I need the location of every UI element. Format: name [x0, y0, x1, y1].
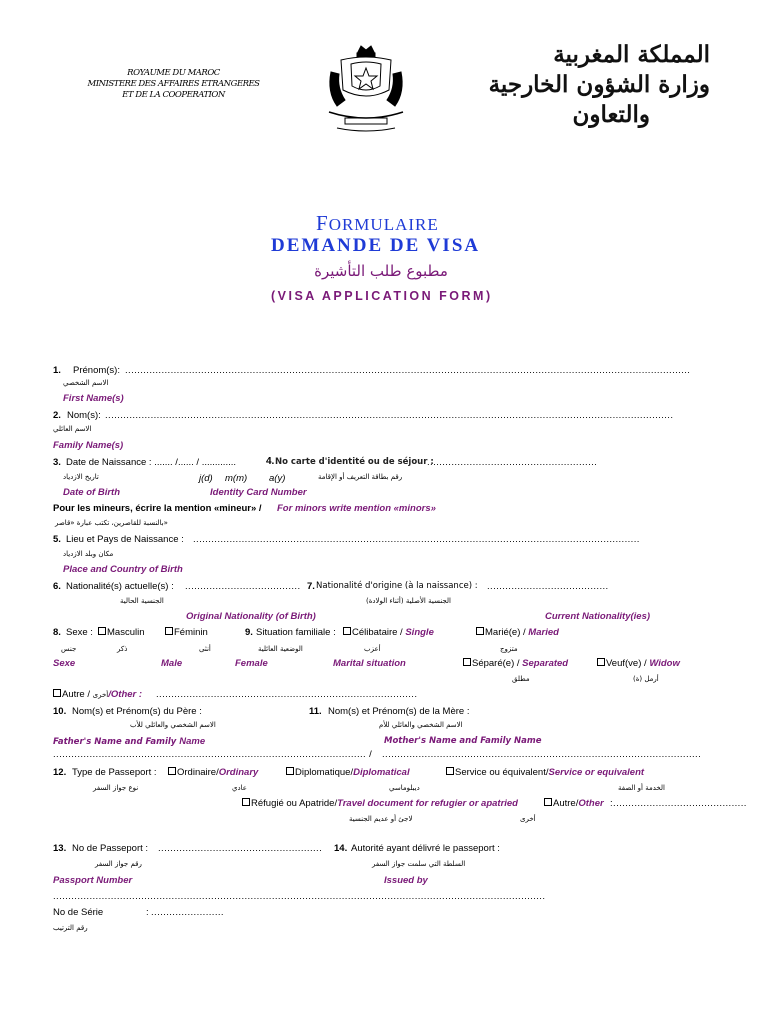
- field2-label: Nom(s):: [67, 410, 101, 421]
- field10-english-part1: Father's Name and Family: [53, 737, 177, 747]
- passport-number-input[interactable]: ......................................................: [158, 843, 323, 854]
- field8-arabic-male: ذكر: [117, 645, 128, 653]
- widow-label-en: Widow: [649, 658, 680, 669]
- field11-number: 11.: [309, 706, 322, 717]
- title-english: (VISA APPLICATION FORM): [271, 289, 493, 303]
- field2-arabic: الاسم العائلي: [53, 425, 92, 433]
- field9-arabic-single: أعزب: [364, 645, 381, 653]
- marital-married-option[interactable]: [476, 627, 559, 638]
- field13-arabic: رقم جواز السفر: [95, 860, 142, 868]
- male-label: Masculin: [107, 627, 145, 638]
- field10-arabic: الاسم الشخصي والعائلي للأب: [130, 721, 216, 729]
- diplomatic-checkbox[interactable]: [286, 767, 294, 775]
- field8-number: 8.: [53, 627, 61, 638]
- first-name-input[interactable]: ..........................................................................................................................................................................................: [125, 365, 691, 376]
- service-checkbox[interactable]: [446, 767, 454, 775]
- field13-label: No de Passeport :: [72, 843, 149, 854]
- female-checkbox[interactable]: [165, 627, 173, 635]
- original-nationality-input[interactable]: ........................................: [487, 581, 609, 592]
- field14-number: 14.: [334, 843, 348, 854]
- field12-arabic: نوع جواز السفر: [93, 784, 139, 792]
- title-formulaire-rest: ORMULAIRE: [328, 215, 439, 234]
- service-label-fr: Service ou équivalent/: [455, 767, 549, 778]
- field7-arabic: الجنسية الأصلية (أثناء الولادة): [366, 597, 451, 605]
- single-checkbox[interactable]: [343, 627, 351, 635]
- field2-number: 2.: [53, 410, 61, 421]
- field9-arabic: الوضعية العائلية: [258, 645, 303, 653]
- field12-label: Type de Passeport :: [72, 767, 157, 778]
- field5-label: Lieu et Pays de Naissance :: [66, 534, 184, 545]
- field13-number: 13.: [53, 843, 67, 854]
- field4-english: Identity Card Number: [210, 487, 307, 498]
- title-formulaire: [316, 211, 439, 236]
- passport-other-checkbox[interactable]: [544, 798, 552, 806]
- field5-english: Place and Country of Birth: [63, 564, 183, 575]
- field3-arabic: تاريخ الازدياد: [63, 473, 99, 481]
- separated-label-fr: Séparé(e) /: [472, 658, 520, 669]
- diplomatic-label-en: Diplomatical: [353, 767, 410, 778]
- day-label: j(d): [199, 473, 213, 484]
- field13-english: Passport Number: [53, 875, 133, 886]
- field11-english: Mother's Name and Family Name: [384, 736, 542, 746]
- field2-english: Family Name(s): [53, 440, 124, 451]
- header-fr-line2: MINISTERE DES AFFAIRES ETRANGERES: [87, 79, 260, 89]
- other-marital-label-ar: أخرى: [92, 691, 109, 699]
- field8-arabic: جنس: [61, 645, 77, 653]
- field4-arabic: رقم بطاقة التعريف أو الإقامة: [318, 473, 403, 481]
- diplomatic-label-fr: Diplomatique/: [295, 767, 354, 778]
- field11-label: Nom(s) et Prénom(s) de la Mère :: [328, 706, 470, 717]
- field4-number: 4.: [266, 456, 275, 467]
- passport-ordinary-option[interactable]: [168, 767, 258, 778]
- other-marital-input[interactable]: ......................................................................................: [156, 689, 418, 700]
- field7-number: 7.: [307, 581, 315, 592]
- title-formulaire-initial: F: [316, 211, 329, 235]
- marital-widow-option[interactable]: [597, 658, 680, 669]
- separated-label-en: Separated: [522, 658, 569, 669]
- family-name-input[interactable]: ...........................................................................................................................................................................................: [105, 410, 674, 421]
- serial-colon: :: [146, 907, 149, 918]
- ordinary-checkbox[interactable]: [168, 767, 176, 775]
- passport-service-option[interactable]: [446, 767, 644, 778]
- field4-label: No carte d'identité ou de séjour :: [275, 457, 434, 467]
- single-label-fr: Célibataire /: [352, 627, 403, 638]
- identity-card-input[interactable]: ........................................................: [427, 457, 598, 468]
- title-demande-de-visa: DEMANDE DE VISA: [271, 235, 481, 256]
- field12-arabic-ordinary: عادي: [232, 784, 247, 792]
- married-label-en: Maried: [528, 627, 559, 638]
- field9-arabic-widow: أرمل (ة): [633, 675, 659, 683]
- marital-separated-option[interactable]: [463, 658, 568, 669]
- field12-arabic-diplomatic: ديبلوماسي: [389, 784, 420, 792]
- field11-arabic: الاسم الشخصي والعائلي للأم: [379, 721, 463, 729]
- field7-english: Current Nationality(ies): [545, 611, 651, 622]
- date-of-birth-input[interactable]: Date de Naissance : ....... /...... / .............: [66, 457, 237, 468]
- field5-number: 5.: [53, 534, 61, 545]
- refugee-label-en: Travel document for refugier or apatried: [337, 798, 518, 809]
- field8-label: Sexe :: [66, 627, 93, 638]
- refugee-label-fr: Réfugié ou Apatride/: [251, 798, 338, 809]
- field14-label: Autorité ayant délivré le passeport :: [351, 843, 500, 854]
- month-label: m(m): [225, 473, 248, 484]
- field8-arabic-female: أنثى: [199, 645, 211, 653]
- field12-number: 12.: [53, 767, 67, 778]
- ministry-fr-header: [86, 68, 261, 101]
- header-ar-line3: والتعاون: [572, 101, 650, 128]
- field12-arabic-refugee: لاجئ أو عديم الجنسية: [349, 815, 413, 823]
- header-ar-line1: المملكة المغربية: [553, 41, 710, 68]
- ordinary-label-fr: Ordinaire/: [177, 767, 219, 778]
- male-checkbox[interactable]: [98, 627, 106, 635]
- field7-label: Nationalité d'origine (à la naissance) :: [316, 581, 478, 591]
- sex-female-option[interactable]: [165, 627, 208, 638]
- field3-english: Date of Birth: [63, 487, 120, 498]
- field12-arabic-service: الخدمة أو الصفة: [618, 784, 665, 792]
- single-label-en: Single: [405, 627, 434, 638]
- ordinary-label-en: Ordinary: [218, 767, 259, 778]
- header-ar-line2: وزارة الشؤون الخارجية: [488, 71, 710, 98]
- marital-single-option[interactable]: [343, 627, 434, 638]
- serial-label: No de Série: [53, 907, 104, 918]
- mother-name-input[interactable]: .........................................................................................................: [382, 749, 702, 760]
- sex-male-option[interactable]: [98, 627, 145, 638]
- married-label-fr: Marié(e) /: [485, 627, 526, 638]
- separated-checkbox[interactable]: [463, 658, 471, 666]
- field6-arabic: الجنسية الحالية: [120, 597, 164, 605]
- female-label: Féminin: [174, 627, 208, 638]
- father-name-input[interactable]: ....................................................................................................... /: [53, 749, 373, 760]
- minors-note-ar: بالنسبة للقاصرين، تكتب عبارة «قاصر»: [55, 519, 168, 527]
- other-marital-checkbox[interactable]: [53, 689, 61, 697]
- field8-english-female: Female: [235, 658, 268, 669]
- service-label-en: Service or equivalent: [548, 767, 645, 778]
- field6-english: Original Nationality (of Birth): [186, 611, 316, 622]
- widow-checkbox[interactable]: [597, 658, 605, 666]
- place-of-birth-input[interactable]: ...................................................................................................................................................: [193, 534, 640, 545]
- other-marital-label-fr: Autre /: [62, 689, 90, 700]
- field14-english: Issued by: [384, 875, 428, 886]
- field14-arabic: السلطة التي سلمت جواز السفر: [372, 860, 466, 868]
- field5-arabic: مكان وبلد الازدياد: [63, 550, 114, 558]
- field10-english-part2: Name: [179, 736, 206, 747]
- coat-of-arms-emblem: [323, 42, 409, 134]
- current-nationality-input[interactable]: ......................................: [185, 581, 301, 592]
- minors-note-fr: Pour les mineurs, écrire la mention «mineur» /: [53, 503, 262, 514]
- field10-english: [53, 736, 205, 747]
- header-fr-line3: ET DE LA COOPERATION: [122, 90, 225, 100]
- title-arabic: مطبوع طلب التأشيرة: [314, 262, 448, 280]
- field8-english-male: Male: [161, 658, 183, 669]
- field12-arabic-other: أخرى: [520, 815, 536, 823]
- field1-arabic: الاسم الشخصي: [63, 379, 109, 387]
- field9-arabic-separated: مطلق: [512, 675, 530, 683]
- field10-number: 10.: [53, 706, 67, 717]
- field6-label: Nationalité(s) actuelle(s) :: [66, 581, 174, 592]
- passport-other-input[interactable]: :............................................: [610, 798, 747, 809]
- field10-label: Nom(s) et Prénom(s) du Père :: [72, 706, 202, 717]
- field1-english: First Name(s): [63, 393, 124, 404]
- widow-label-fr: Veuf(ve) /: [606, 658, 647, 669]
- passport-diplomatic-option[interactable]: [286, 767, 410, 778]
- field9-number: 9.: [245, 627, 253, 638]
- passport-other-option[interactable]: [544, 798, 604, 809]
- field3-number: 3.: [53, 457, 61, 468]
- year-label: a(y): [269, 473, 286, 484]
- other-marital-label-en: /Other :: [108, 689, 143, 700]
- minors-note-en: For minors write mention «minors»: [277, 503, 436, 514]
- serial-number-input[interactable]: ........................: [151, 907, 224, 918]
- refugee-checkbox[interactable]: [242, 798, 250, 806]
- field9-arabic-married: متزوج: [500, 645, 518, 653]
- field9-label: Situation familiale :: [256, 627, 336, 638]
- field8-english: Sexe: [53, 658, 76, 669]
- field1-number: 1.: [53, 365, 61, 376]
- field1-label: Prénom(s):: [73, 365, 120, 376]
- field9-english: Marital situation: [333, 658, 406, 669]
- ministry-ar-header: [470, 40, 710, 130]
- marital-other-option[interactable]: [53, 689, 142, 700]
- passport-other-label-fr: Autre/: [553, 798, 579, 809]
- field6-number: 6.: [53, 581, 61, 592]
- passport-refugee-option[interactable]: [242, 798, 518, 809]
- header-fr-line1: ROYAUME DU MAROC: [127, 68, 220, 78]
- issuing-authority-input[interactable]: ..................................................................................................................................................................: [53, 891, 546, 902]
- married-checkbox[interactable]: [476, 627, 484, 635]
- passport-other-label-en: Other: [578, 798, 604, 809]
- serial-arabic: رقم الترتيب: [53, 924, 88, 932]
